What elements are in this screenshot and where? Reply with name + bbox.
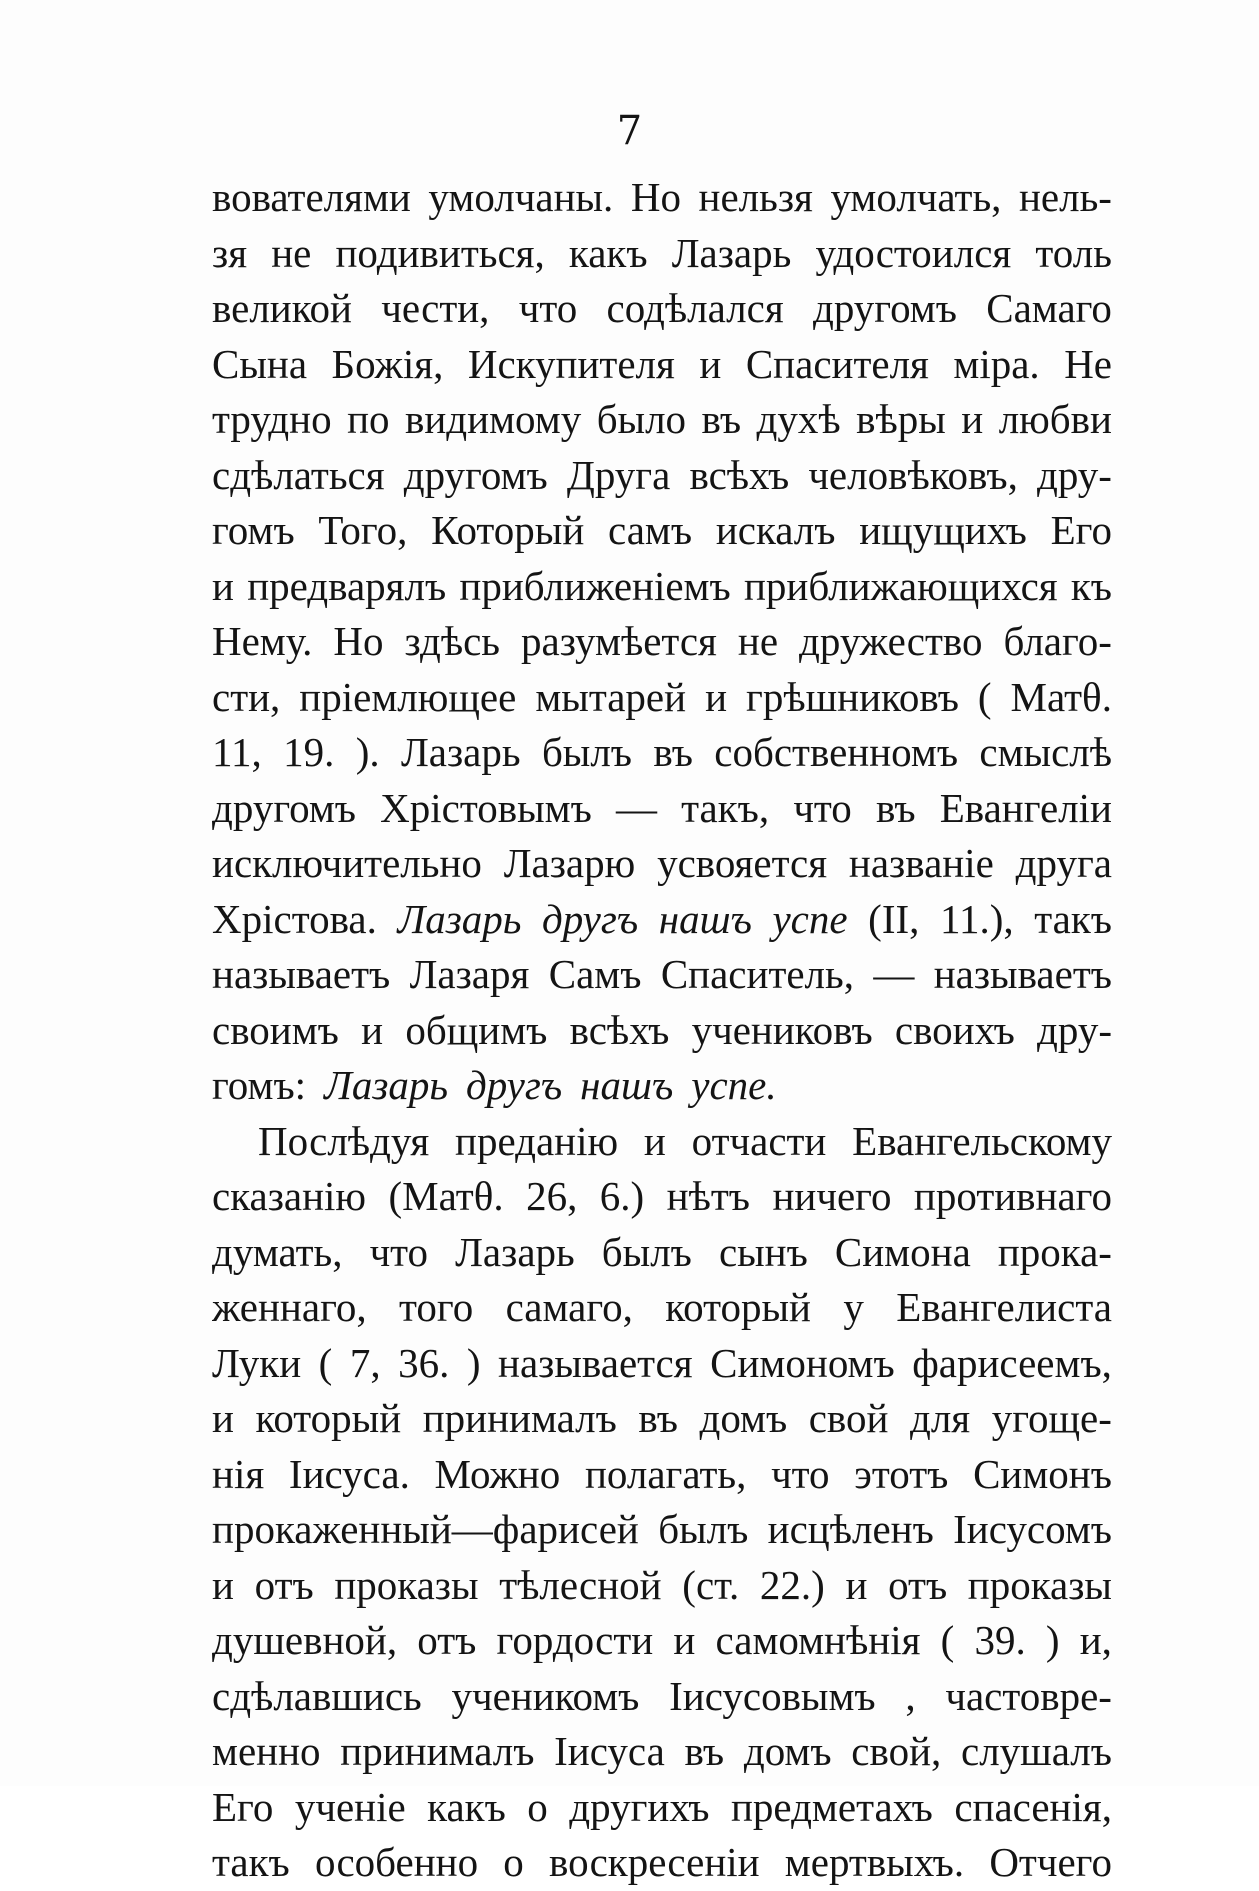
word: зя: [212, 229, 248, 276]
word: вователями: [212, 174, 411, 220]
word: ученикомъ: [451, 1672, 640, 1719]
word: успе: [772, 895, 848, 942]
word: что: [518, 285, 578, 331]
word: Сына: [212, 340, 308, 387]
text-line: [212, 559, 1112, 615]
word: что: [793, 784, 852, 831]
text-line: [212, 448, 1112, 504]
word: другъ: [465, 1062, 563, 1108]
word: искалъ: [715, 507, 836, 553]
text-line: [212, 1003, 1112, 1059]
word: 39.: [974, 1617, 1026, 1663]
word: Самаго: [986, 285, 1112, 331]
word: Луки: [212, 1339, 302, 1386]
word: Хрістовымъ: [380, 784, 592, 831]
word: и: [705, 673, 728, 720]
word: (Матθ.: [388, 1173, 504, 1219]
word: Нему.: [212, 618, 313, 664]
word: содѣлался: [606, 285, 784, 331]
word: домъ: [743, 1728, 832, 1774]
word: къ: [1070, 562, 1112, 609]
word: нѣтъ: [666, 1173, 750, 1219]
word: Іисусовымъ: [669, 1672, 876, 1719]
word: общимъ: [405, 1006, 548, 1053]
word: и: [961, 396, 984, 442]
word: самъ: [608, 507, 693, 553]
text-line: [212, 281, 1112, 337]
word: Спасителя: [745, 340, 929, 387]
word: и: [845, 1561, 868, 1608]
word: 6.): [599, 1173, 645, 1219]
word: проказы: [334, 1561, 479, 1608]
word: другомъ: [812, 285, 957, 331]
page-number: 7: [616, 108, 643, 154]
word: здѣсь: [404, 618, 500, 664]
word: Лазаря: [409, 951, 530, 997]
word: Лазарь: [400, 729, 521, 775]
text-line: [212, 614, 1112, 670]
word: самомнѣнія: [715, 1617, 921, 1663]
word: названіе: [848, 840, 994, 886]
word: усвояется: [657, 840, 828, 886]
text-line: [212, 1225, 1112, 1281]
text-line: [212, 1169, 1112, 1225]
word: умолчать,: [830, 174, 1002, 220]
word: толь: [1035, 229, 1112, 276]
word: воскресеніи: [548, 1839, 760, 1885]
word: менно: [212, 1728, 321, 1774]
word: Но: [333, 618, 384, 664]
word: свой: [808, 1395, 889, 1441]
word: Божія,: [331, 340, 444, 387]
word: особенно: [314, 1839, 479, 1885]
word: великой: [212, 285, 352, 331]
word: Хрістова.: [212, 895, 377, 942]
text-line: [212, 947, 1112, 1003]
word: Евангелиста: [896, 1284, 1112, 1330]
word: и: [699, 340, 722, 387]
word: и,: [1079, 1617, 1112, 1663]
word: отчасти: [691, 1117, 827, 1164]
word: въ: [875, 784, 916, 831]
word: фарисеемъ,: [912, 1339, 1112, 1386]
word: 7,: [349, 1339, 381, 1386]
word: Евангельскому: [852, 1117, 1112, 1164]
word: Можно: [434, 1450, 561, 1497]
text-line: [212, 392, 1112, 448]
word: предметахъ: [730, 1783, 933, 1830]
word: тѣлесной: [499, 1561, 662, 1608]
word: свой,: [851, 1728, 942, 1774]
word: ,: [905, 1672, 916, 1719]
word: мытарей: [535, 673, 687, 720]
word: думать,: [212, 1228, 343, 1275]
word: успе.: [691, 1062, 777, 1108]
text-line: [212, 1724, 1112, 1780]
word: домъ: [699, 1395, 788, 1441]
word: прокаженный—фарисей: [212, 1506, 639, 1552]
word: друга: [1015, 840, 1112, 886]
text-line: [212, 1502, 1112, 1558]
word: въ: [701, 396, 742, 442]
word: такъ: [212, 1839, 290, 1885]
word: Симонъ: [973, 1450, 1112, 1497]
word: Симономъ: [710, 1339, 895, 1386]
word: принималъ: [422, 1395, 617, 1441]
word: умолчаны.: [428, 174, 614, 220]
word: называется: [498, 1339, 693, 1386]
word: Который: [431, 507, 585, 553]
word: Самъ: [548, 951, 642, 997]
text-line: [212, 1058, 1112, 1114]
word: отъ: [254, 1561, 314, 1608]
word: 19.: [283, 729, 335, 775]
text-line: [212, 1780, 1112, 1836]
word: Его: [1050, 507, 1112, 553]
word: Послѣдуя: [258, 1117, 430, 1164]
word: приближеніемъ: [459, 562, 731, 609]
text-line: [212, 1114, 1112, 1170]
word: отъ: [417, 1617, 477, 1663]
word: 11.),: [940, 895, 1014, 942]
word: своихъ: [894, 1006, 1015, 1053]
text-line: [212, 1336, 1112, 1392]
word: противнаго: [913, 1173, 1112, 1219]
word: Искупителя: [467, 340, 675, 387]
word: гордости: [496, 1617, 654, 1663]
word: угоще-: [991, 1395, 1112, 1441]
word: —: [615, 784, 657, 831]
word: былъ: [601, 1228, 692, 1275]
word: духѣ: [756, 396, 841, 442]
word: сдѣлаться: [212, 451, 385, 498]
word: душевной,: [212, 1617, 398, 1663]
word: Лазарю: [503, 840, 636, 886]
word: грѣшниковъ: [746, 673, 959, 720]
word: исключительно: [212, 840, 482, 886]
text-line: [212, 1280, 1112, 1336]
word: нельзя: [698, 174, 813, 220]
word: Іисуса: [554, 1728, 665, 1774]
word: трудно: [212, 396, 332, 442]
word: полагать,: [584, 1450, 747, 1497]
word: мертвыхъ.: [784, 1839, 965, 1885]
word: Отчего: [989, 1839, 1112, 1885]
word: Симона: [834, 1228, 971, 1275]
text-line: [212, 1391, 1112, 1447]
word: слушалъ: [961, 1728, 1112, 1774]
word: въ: [684, 1728, 725, 1774]
word: какъ: [568, 229, 648, 276]
word: сказанію: [212, 1173, 367, 1219]
word: отъ: [888, 1561, 948, 1608]
word: 11,: [212, 729, 262, 775]
text-line: [212, 337, 1112, 393]
word: приближающихся: [743, 562, 1058, 609]
word: Лазарь: [397, 895, 522, 942]
word: всѣхъ: [689, 451, 790, 498]
text-line: [212, 170, 1112, 226]
word: о: [503, 1839, 524, 1885]
word: Его: [212, 1783, 274, 1830]
word: пріемлющее: [299, 673, 517, 720]
word: нашъ: [658, 895, 752, 942]
word: частовре-: [945, 1672, 1112, 1719]
word: у: [843, 1284, 864, 1330]
word: гомъ: [212, 507, 295, 553]
word: (: [977, 673, 992, 720]
word: 36.: [398, 1339, 450, 1386]
word: такъ,: [681, 784, 770, 831]
word: того: [399, 1284, 474, 1330]
word: Того,: [318, 507, 408, 553]
word: разумѣется: [521, 618, 717, 664]
page-text: [212, 170, 1112, 1891]
word: ).: [355, 729, 380, 775]
word: другихъ: [569, 1783, 710, 1830]
word: по: [347, 396, 390, 442]
word: Но: [630, 174, 681, 220]
text-line: [212, 1613, 1112, 1669]
word: для: [909, 1395, 971, 1441]
word: учениковъ: [691, 1006, 873, 1053]
word: нія: [212, 1450, 265, 1497]
word: Матθ.: [1010, 673, 1112, 720]
word: (II,: [868, 895, 920, 942]
text-line: [212, 1669, 1112, 1725]
word: Іисусомъ: [953, 1506, 1112, 1552]
text-line: [212, 1835, 1112, 1891]
word: любви: [998, 396, 1112, 442]
word: что: [369, 1228, 429, 1275]
word: (ст.: [682, 1561, 740, 1608]
word: предварялъ: [247, 562, 447, 609]
word: ищущихъ: [859, 507, 1027, 553]
word: другомъ: [212, 784, 356, 831]
text-line: [212, 892, 1112, 948]
text-line: [212, 1447, 1112, 1503]
word: міра.: [953, 340, 1040, 387]
text-line: [212, 226, 1112, 282]
word: было: [596, 396, 687, 442]
word: чести,: [381, 285, 490, 331]
word: не: [737, 618, 779, 664]
word: самаго,: [505, 1284, 633, 1330]
word: и: [212, 1395, 234, 1441]
word: былъ: [541, 729, 633, 775]
word: —: [873, 951, 915, 997]
text-line: [212, 836, 1112, 892]
word: этотъ: [854, 1450, 949, 1497]
word: 22.): [759, 1561, 825, 1608]
word: о: [527, 1783, 548, 1830]
word: гомъ:: [212, 1062, 307, 1108]
word: дру-: [1036, 451, 1112, 498]
word: Евангеліи: [939, 784, 1112, 831]
word: удостоился: [815, 229, 1012, 276]
word: Не: [1064, 340, 1112, 387]
word: спасенія,: [954, 1783, 1112, 1830]
word: и: [212, 1561, 234, 1608]
word: который: [255, 1395, 402, 1441]
word: подивиться,: [335, 229, 545, 276]
word: былъ: [658, 1506, 749, 1552]
word: дружество: [799, 618, 983, 664]
word: ): [1045, 1617, 1060, 1663]
word: своимъ: [212, 1006, 339, 1053]
word: Друга: [566, 451, 671, 498]
word: (: [940, 1617, 955, 1663]
word: 26,: [526, 1173, 578, 1219]
word: и: [643, 1117, 666, 1164]
word: какъ: [427, 1783, 506, 1830]
word: другомъ: [403, 451, 548, 498]
text-line: [212, 503, 1112, 559]
word: что: [771, 1450, 830, 1497]
word: Лазарь: [455, 1228, 575, 1275]
word: и: [361, 1006, 384, 1053]
word: принималъ: [340, 1728, 535, 1774]
text-line: [212, 670, 1112, 726]
word: всѣхъ: [569, 1006, 670, 1053]
word: человѣковъ,: [808, 451, 1018, 498]
word: (: [318, 1339, 333, 1386]
word: смыслѣ: [979, 729, 1112, 775]
word: нашъ: [580, 1062, 674, 1108]
word: называетъ: [933, 951, 1112, 997]
word: исцѣленъ: [767, 1506, 934, 1552]
word: Спаситель,: [660, 951, 854, 997]
word: проказы: [967, 1561, 1112, 1608]
word: дру-: [1037, 1006, 1112, 1053]
word: называетъ: [212, 951, 391, 997]
word: не: [271, 229, 312, 276]
word: Лазарь: [324, 1062, 448, 1108]
word: женнаго,: [212, 1284, 367, 1330]
word: вѣры: [856, 396, 946, 442]
word: видимому: [405, 396, 582, 442]
text-line: [212, 1558, 1112, 1614]
word: собственномъ: [714, 729, 959, 775]
word: другъ: [541, 895, 639, 942]
word: ничего: [772, 1173, 892, 1219]
text-line: [212, 725, 1112, 781]
word: сти,: [212, 673, 281, 720]
text-line: [212, 781, 1112, 837]
word: ученіе: [294, 1783, 406, 1830]
word: который: [665, 1284, 811, 1330]
word: нель-: [1018, 174, 1112, 220]
word: Іисуса.: [288, 1450, 410, 1497]
word: Лазарь: [671, 229, 792, 276]
word: въ: [638, 1395, 678, 1441]
word: и: [673, 1617, 696, 1663]
word: и: [212, 562, 234, 609]
word: благо-: [1003, 618, 1112, 664]
word: преданію: [455, 1117, 619, 1164]
word: ): [466, 1339, 481, 1386]
word: прока-: [997, 1228, 1112, 1275]
word: такъ: [1034, 895, 1112, 942]
word: сынъ: [718, 1228, 808, 1275]
word: въ: [653, 729, 693, 775]
word: сдѣлавшись: [212, 1672, 422, 1719]
